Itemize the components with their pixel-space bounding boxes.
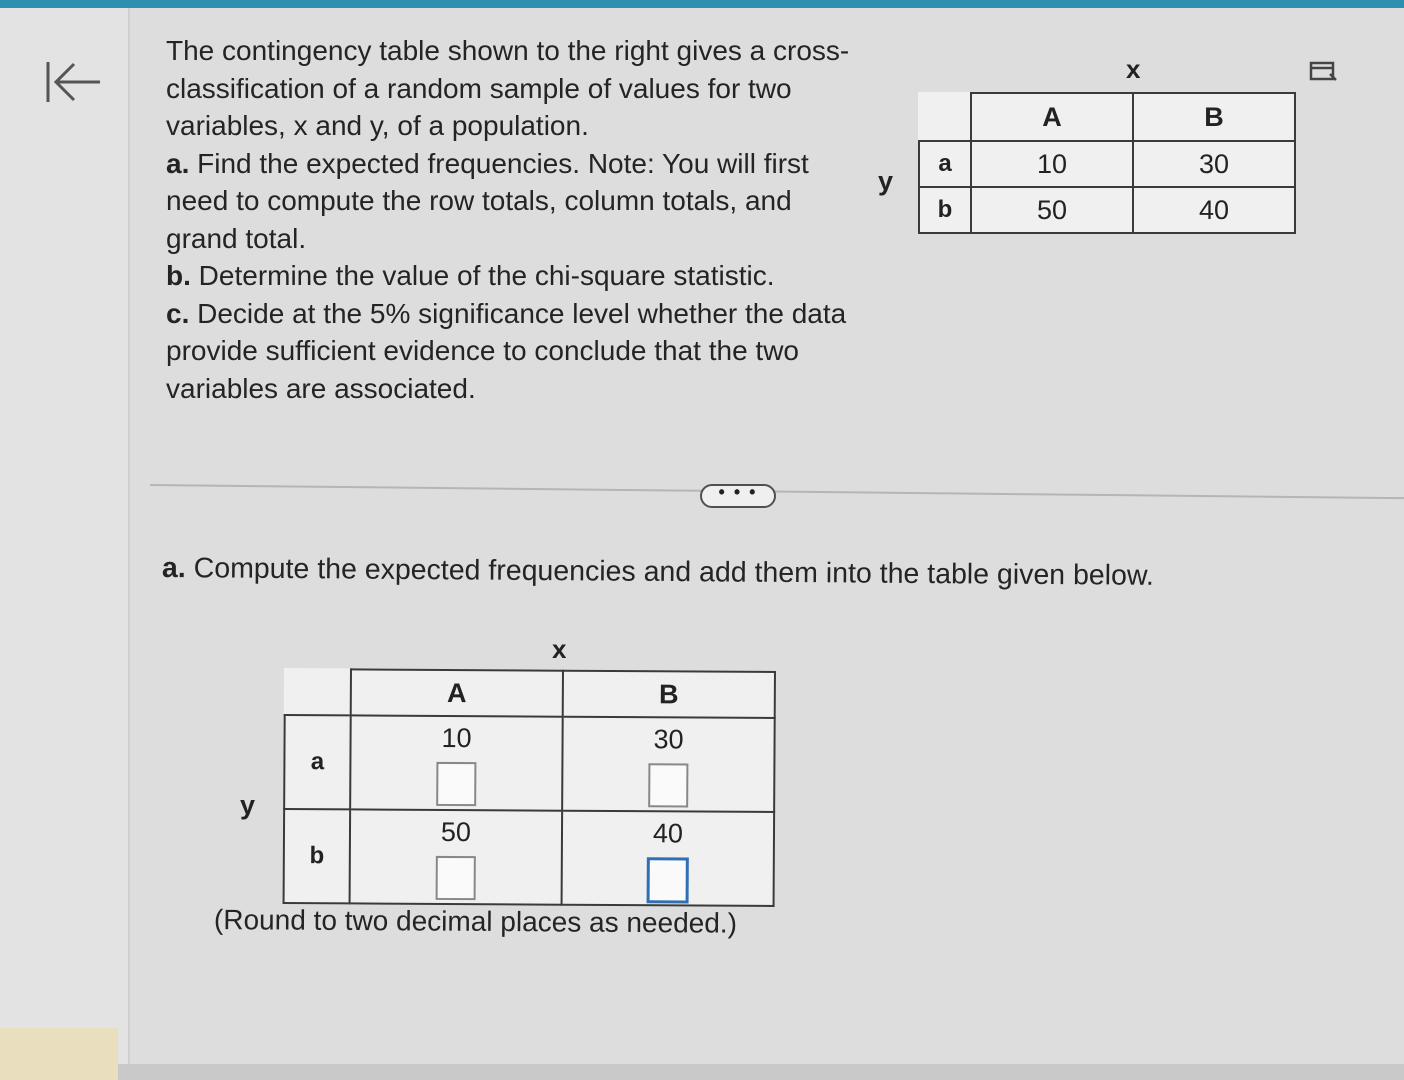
problem-part-b xyxy=(166,257,866,295)
answer-table-x-label: x xyxy=(552,634,567,664)
observed-value: 10 xyxy=(441,722,472,754)
expected-input-a-B[interactable] xyxy=(648,763,688,807)
question-a xyxy=(162,552,1154,593)
cell-a-B: 30 xyxy=(1133,141,1295,187)
rail-footer xyxy=(0,1028,118,1080)
problem-part-c xyxy=(166,295,866,408)
expected-input-b-B[interactable] xyxy=(647,857,689,903)
bottom-strip xyxy=(118,1064,1404,1080)
answer-cell-b-A xyxy=(350,809,563,904)
expected-input-b-A[interactable] xyxy=(436,856,476,900)
row-header-a: a xyxy=(919,141,971,187)
top-table-x-label: x xyxy=(1126,54,1141,84)
expand-window-icon xyxy=(1308,60,1338,84)
part-a-text: Find the expected frequencies. Note: You will first need to compute the row totals, column totals, and grand total. xyxy=(166,147,809,254)
expand-window-button[interactable] xyxy=(1308,60,1338,84)
top-accent-bar xyxy=(0,0,1404,8)
answer-row-header-b: b xyxy=(284,809,351,903)
observed-value: 50 xyxy=(440,816,472,848)
answer-cell-a-B xyxy=(562,717,775,812)
problem-statement xyxy=(166,32,866,407)
table-header-row xyxy=(919,93,1295,141)
observed-value: 40 xyxy=(652,818,684,849)
left-rail xyxy=(0,8,130,1080)
cell-b-B: 40 xyxy=(1133,187,1295,233)
answer-table-y-label: y xyxy=(240,790,256,820)
question-a-label: a. xyxy=(161,552,186,585)
answer-cell-b-B xyxy=(562,811,775,906)
cell-a-A: 10 xyxy=(971,141,1133,187)
row-header-b: b xyxy=(919,187,971,233)
table-row xyxy=(284,809,775,906)
show-more-button[interactable]: • • • xyxy=(700,484,776,508)
back-to-start-button[interactable] xyxy=(40,58,106,106)
table-corner xyxy=(919,93,971,141)
part-a-label: a. xyxy=(166,147,190,179)
answer-table-corner xyxy=(285,669,351,715)
col-header-b: B xyxy=(1133,93,1295,141)
contingency-table xyxy=(918,92,1296,234)
part-c-label: c. xyxy=(166,297,190,329)
answer-col-header-b: B xyxy=(563,671,775,718)
table-row xyxy=(919,187,1295,233)
top-table-y-label: y xyxy=(878,166,894,196)
section-divider xyxy=(150,484,1404,499)
table-row xyxy=(284,715,775,812)
answer-row-header-a: a xyxy=(284,715,351,809)
answer-cell-a-A xyxy=(350,715,563,810)
answer-header-row xyxy=(285,669,775,718)
part-c-text: Decide at the 5% significance level whether the data provide sufficient evidence to conclude that the two variables are associated. xyxy=(166,297,847,404)
problem-part-a xyxy=(166,145,866,258)
back-to-start-icon xyxy=(40,58,106,106)
answer-col-header-a: A xyxy=(351,669,563,716)
rounding-note: (Round to two decimal places as needed.) xyxy=(213,904,738,939)
col-header-a: A xyxy=(971,93,1133,141)
expected-input-a-A[interactable] xyxy=(436,762,476,806)
answer-table xyxy=(283,668,776,907)
problem-intro: The contingency table shown to the right gives a cross-classification of a random sample of values for two variables, x and y, of a population. xyxy=(166,35,850,141)
part-b-label: b. xyxy=(166,260,191,291)
part-b-text: Determine the value of the chi-square statistic. xyxy=(198,260,775,291)
cell-b-A: 50 xyxy=(971,187,1133,233)
observed-value: 30 xyxy=(653,724,684,755)
question-a-text: Compute the expected frequencies and add them into the table given below. xyxy=(193,552,1154,592)
table-row xyxy=(919,141,1295,187)
